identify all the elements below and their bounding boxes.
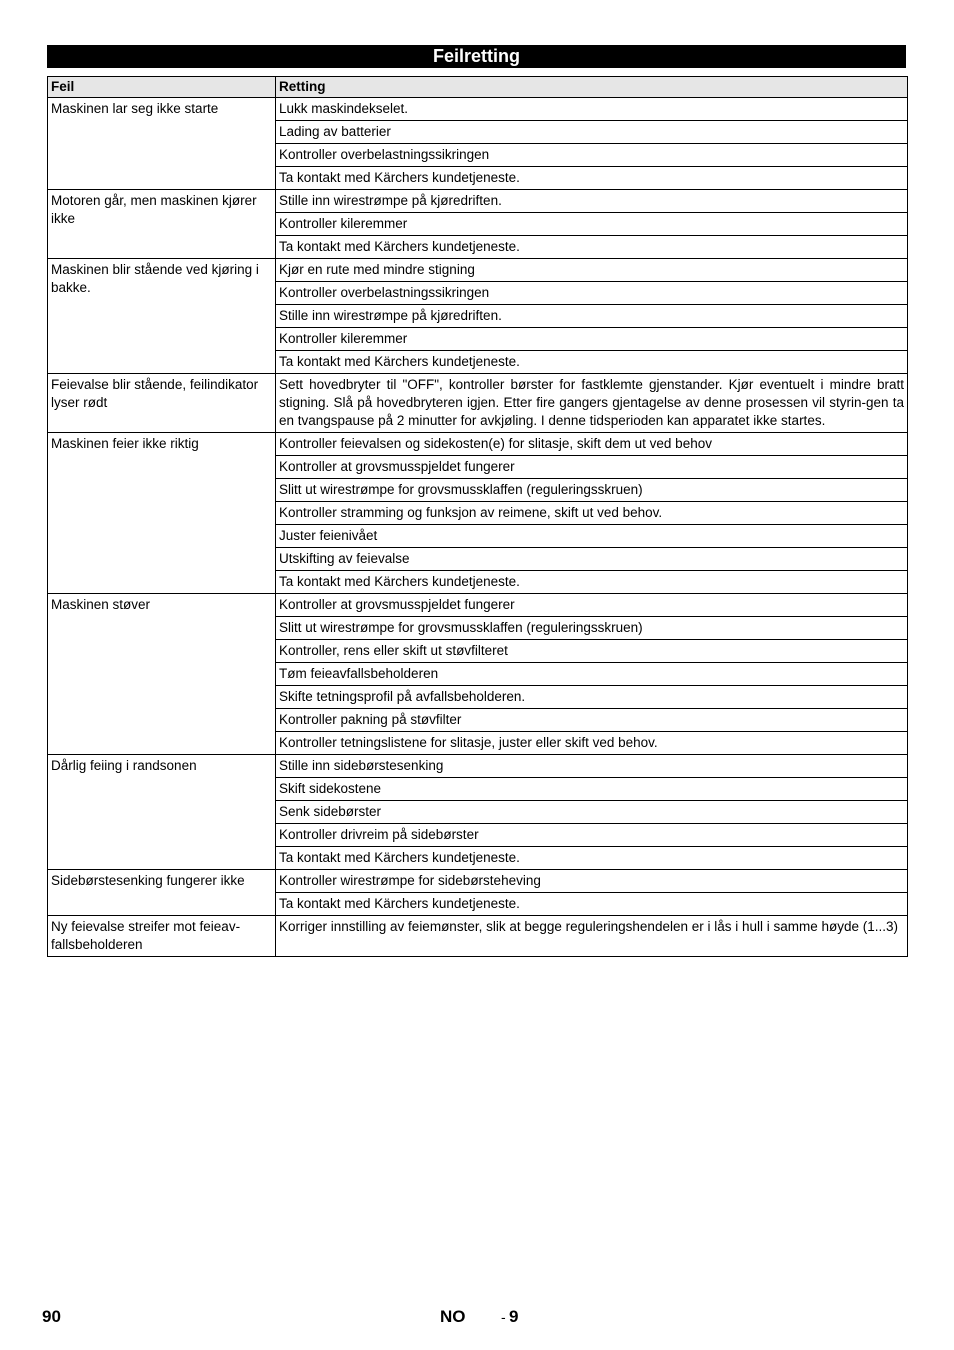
table-row (48, 594, 908, 617)
remedy-cell: Ta kontakt med Kärchers kundetjeneste. (276, 167, 908, 190)
table-body (48, 98, 908, 957)
remedy-cell: Ta kontakt med Kärchers kundetjeneste. (276, 893, 908, 916)
fault-column-header: Feil (48, 77, 276, 98)
table-row (48, 259, 908, 282)
remedy-cell: Kontroller drivreim på sidebørster (276, 824, 908, 847)
remedy-cell: Lading av batterier (276, 121, 908, 144)
remedy-cell: Tøm feieavfallsbeholderen (276, 663, 908, 686)
fault-cell: Dårlig feiing i randsonen (48, 755, 276, 870)
fault-cell: Maskinen lar seg ikke starte (48, 98, 276, 190)
remedy-cell: Juster feienivået (276, 525, 908, 548)
troubleshooting-table (47, 76, 908, 957)
remedy-cell: Ta kontakt med Kärchers kundetjeneste. (276, 236, 908, 259)
page-separator: - (501, 1309, 506, 1325)
section-title: Feilretting (47, 45, 906, 68)
language-code: NO (440, 1307, 466, 1326)
fault-cell: Ny feievalse streifer mot feieav-fallsbeholderen (48, 916, 276, 957)
remedy-cell: Kontroller wirestrømpe for sidebørsteheving (276, 870, 908, 893)
remedy-cell: Slitt ut wirestrømpe for grovsmussklaffen (reguleringsskruen) (276, 479, 908, 502)
table-row (48, 433, 908, 456)
table-row (48, 755, 908, 778)
remedy-cell: Ta kontakt med Kärchers kundetjeneste. (276, 351, 908, 374)
remedy-column-header: Retting (276, 77, 908, 98)
remedy-cell: Kontroller tetningslistene for slitasje, juster eller skift ved behov. (276, 732, 908, 755)
page-number: 90 (42, 1307, 61, 1326)
remedy-cell: Kontroller stramming og funksjon av reimene, skift ut ved behov. (276, 502, 908, 525)
remedy-cell: Kontroller at grovsmusspjeldet fungerer (276, 594, 908, 617)
fault-cell: Maskinen blir stående ved kjøring i bakke. (48, 259, 276, 374)
table-header-row (48, 77, 908, 98)
remedy-cell: Kjør en rute med mindre stigning (276, 259, 908, 282)
remedy-cell: Utskifting av feievalse (276, 548, 908, 571)
remedy-cell: Kontroller feievalsen og sidekosten(e) for slitasje, skift dem ut ved behov (276, 433, 908, 456)
remedy-cell: Kontroller overbelastningssikringen (276, 144, 908, 167)
remedy-cell: Kontroller pakning på støvfilter (276, 709, 908, 732)
remedy-cell: Senk sidebørster (276, 801, 908, 824)
remedy-cell: Stille inn wirestrømpe på kjøredriften. (276, 190, 908, 213)
remedy-cell: Lukk maskindekselet. (276, 98, 908, 121)
remedy-cell: Kontroller, rens eller skift ut støvfilteret (276, 640, 908, 663)
remedy-cell: Stille inn sidebørstesenking (276, 755, 908, 778)
remedy-cell: Sett hovedbryter til "OFF", kontroller børster for fastklemte gjenstander. Kjør eventuelt i mindre bratt stigning. Slå på hovedbryteren igjen. Etter fire gangers gjentagelse av denne prosessen vil styrin-gen ta en tvangspause på 2 minutter for avkjøling. I denne tidsperioden kan apparatet ikke startes. (276, 374, 908, 433)
fault-cell: Maskinen feier ikke riktig (48, 433, 276, 594)
remedy-cell: Ta kontakt med Kärchers kundetjeneste. (276, 847, 908, 870)
table-row (48, 98, 908, 121)
fault-cell: Motoren går, men maskinen kjører ikke (48, 190, 276, 259)
remedy-cell: Stille inn wirestrømpe på kjøredriften. (276, 305, 908, 328)
table-row (48, 870, 908, 893)
remedy-cell: Slitt ut wirestrømpe for grovsmussklaffen (reguleringsskruen) (276, 617, 908, 640)
table-row (48, 374, 908, 433)
section-page-number: 9 (509, 1307, 519, 1326)
remedy-cell: Kontroller at grovsmusspjeldet fungerer (276, 456, 908, 479)
fault-cell: Maskinen støver (48, 594, 276, 755)
fault-cell: Sidebørstesenking fungerer ikke (48, 870, 276, 916)
table-row (48, 190, 908, 213)
remedy-cell: Kontroller kileremmer (276, 328, 908, 351)
remedy-cell: Korriger innstilling av feiemønster, slik at begge reguleringshendelen er i lås i hull i samme høyde (1...3) (276, 916, 908, 957)
remedy-cell: Kontroller kileremmer (276, 213, 908, 236)
remedy-cell: Skifte tetningsprofil på avfallsbeholderen. (276, 686, 908, 709)
remedy-cell: Ta kontakt med Kärchers kundetjeneste. (276, 571, 908, 594)
remedy-cell: Skift sidekostene (276, 778, 908, 801)
fault-cell: Feievalse blir stående, feilindikator lyser rødt (48, 374, 276, 433)
table-row (48, 916, 908, 957)
remedy-cell: Kontroller overbelastningssikringen (276, 282, 908, 305)
